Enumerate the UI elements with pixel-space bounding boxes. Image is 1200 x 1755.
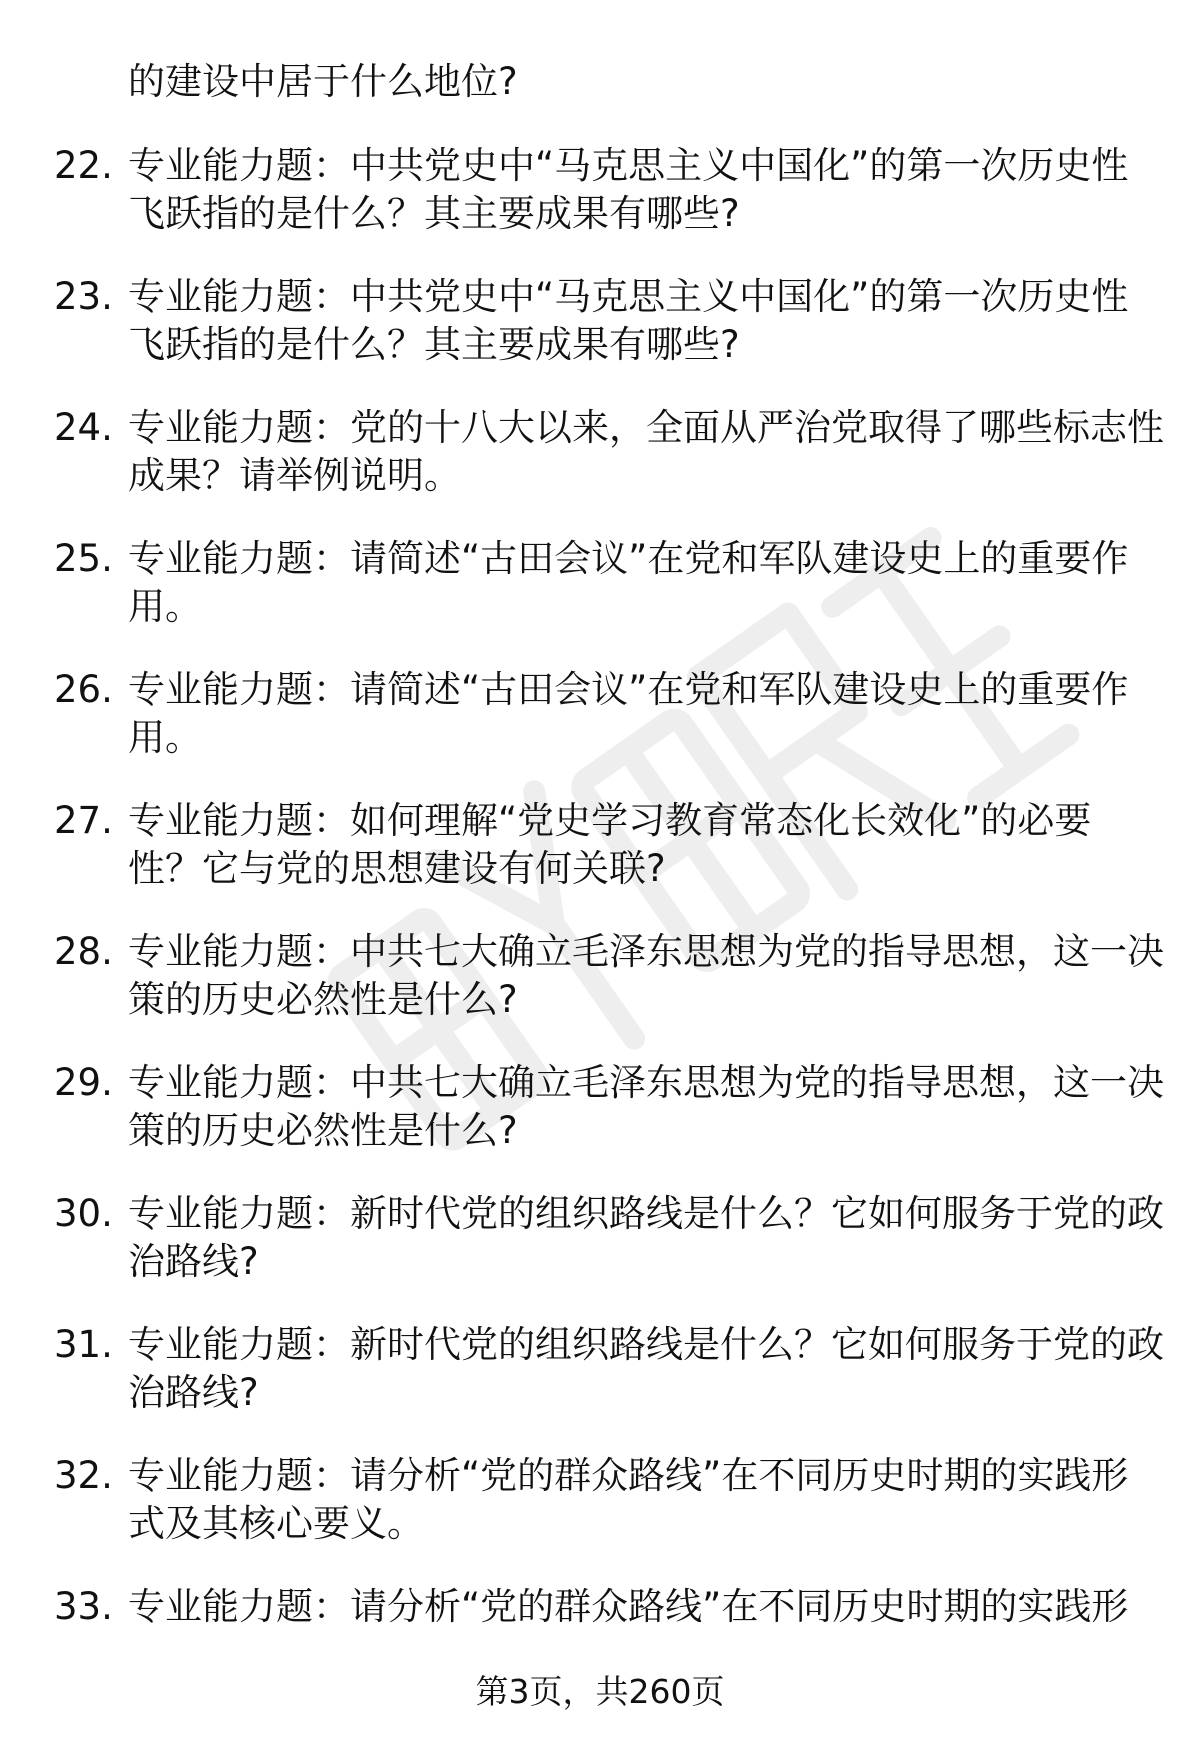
question-text <box>128 273 1138 369</box>
question-number: 23. <box>54 275 113 318</box>
question-text-line: 式及其核心要义。 <box>128 1502 424 1545</box>
continuation-line: 的建设中居于什么地位? <box>128 60 518 103</box>
question-item <box>0 1190 1200 1321</box>
question-text-line: 专业能力题：请简述“古田会议”在党和军队建设史上的重要作 <box>128 537 1129 580</box>
question-number: 24. <box>54 406 113 449</box>
question-text-line: 策的历史必然性是什么? <box>128 1109 518 1152</box>
question-number: 28. <box>54 930 113 973</box>
question-text <box>128 1190 1164 1286</box>
question-number: 33. <box>54 1585 113 1628</box>
question-item <box>0 404 1200 535</box>
question-number: 27. <box>54 799 113 842</box>
question-item <box>0 797 1200 928</box>
question-text-line: 策的历史必然性是什么? <box>128 978 518 1021</box>
question-text-line: 飞跃指的是什么？其主要成果有哪些? <box>128 192 740 235</box>
question-number: 25. <box>54 537 113 580</box>
question-text-line: 治路线? <box>128 1371 259 1414</box>
question-text <box>128 1321 1164 1417</box>
question-item <box>0 1321 1200 1452</box>
question-text-line: 性？它与党的思想建设有何关联? <box>128 847 666 890</box>
question-text <box>128 535 1138 631</box>
question-list <box>0 142 1200 1714</box>
question-text-line: 成果？请举例说明。 <box>128 454 461 497</box>
question-text-line: 专业能力题：请分析“党的群众路线”在不同历史时期的实践形 <box>128 1585 1129 1628</box>
question-item <box>0 535 1200 666</box>
question-text-line: 飞跃指的是什么？其主要成果有哪些? <box>128 323 740 366</box>
question-text <box>128 142 1138 238</box>
question-number: 29. <box>54 1061 113 1104</box>
question-text-line: 专业能力题：新时代党的组织路线是什么？它如何服务于党的政 <box>128 1323 1164 1366</box>
question-number: 32. <box>54 1454 113 1497</box>
question-text-line: 专业能力题：中共党史中“马克思主义中国化”的第一次历史性 <box>128 275 1129 318</box>
question-number: 22. <box>54 144 113 187</box>
question-text <box>128 666 1138 762</box>
question-item <box>0 142 1200 273</box>
question-item <box>0 666 1200 797</box>
question-text-line: 用。 <box>128 585 202 628</box>
question-number: 30. <box>54 1192 113 1235</box>
question-item <box>0 273 1200 404</box>
question-number: 26. <box>54 668 113 711</box>
question-text <box>128 404 1164 500</box>
page-footer: 第3页，共260页 <box>475 1672 725 1711</box>
question-item <box>0 928 1200 1059</box>
question-text-line: 治路线? <box>128 1240 259 1283</box>
question-number: 31. <box>54 1323 113 1366</box>
question-text-line: 专业能力题：请简述“古田会议”在党和军队建设史上的重要作 <box>128 668 1129 711</box>
question-text-line: 专业能力题：如何理解“党史学习教育常态化长效化”的必要 <box>128 799 1092 842</box>
question-text <box>128 1059 1164 1155</box>
question-text <box>128 1452 1138 1548</box>
question-text-line: 专业能力题：中共党史中“马克思主义中国化”的第一次历史性 <box>128 144 1129 187</box>
question-text-line: 专业能力题：党的十八大以来，全面从严治党取得了哪些标志性 <box>128 406 1164 449</box>
question-text-line: 专业能力题：中共七大确立毛泽东思想为党的指导思想，这一决 <box>128 1061 1164 1104</box>
question-text <box>128 928 1164 1024</box>
question-item <box>0 1452 1200 1583</box>
question-text-line: 用。 <box>128 716 202 759</box>
question-text-line: 专业能力题：新时代党的组织路线是什么？它如何服务于党的政 <box>128 1192 1164 1235</box>
question-text <box>128 797 1138 893</box>
question-text <box>128 1583 1138 1631</box>
question-text-line: 专业能力题：中共七大确立毛泽东思想为党的指导思想，这一决 <box>128 930 1164 973</box>
question-text-line: 专业能力题：请分析“党的群众路线”在不同历史时期的实践形 <box>128 1454 1129 1497</box>
question-item <box>0 1059 1200 1190</box>
